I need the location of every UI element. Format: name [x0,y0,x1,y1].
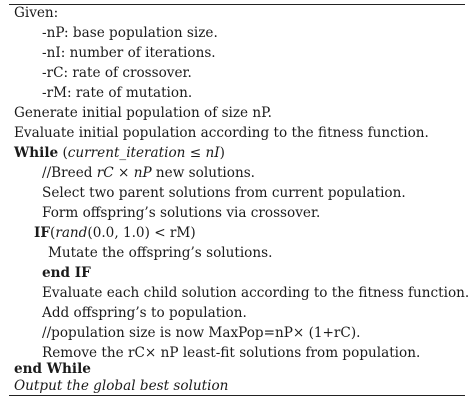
output-statement: Output the global best solution [14,378,229,394]
param-ni: -nI: number of iterations. [42,45,216,61]
given-label: Given: [14,5,59,21]
param-rc: -rC: rate of crossover. [42,65,192,81]
if-condition-open: ( [50,225,56,241]
while-condition-close: ) [219,145,225,161]
add-offspring: Add offspring’s to population. [42,305,247,321]
breed-suffix: new solutions. [151,165,255,181]
end-while: end While [14,361,91,377]
if-condition-rm: rM) [169,225,196,241]
breed-expression: rC × nP [96,165,152,181]
end-if: end IF [42,265,91,281]
while-header [14,145,225,161]
if-keyword: IF [34,225,51,241]
while-condition-limit: nI [205,145,220,161]
breed-prefix: //Breed [42,165,97,181]
while-condition-open: ( [62,145,68,161]
while-condition-op: ≤ [185,145,206,161]
while-keyword: While [14,145,59,161]
if-condition-rand: rand [55,225,88,241]
select-parents: Select two parent solutions from current population. [42,185,406,201]
bottom-rule [9,395,465,396]
if-header [34,225,196,241]
breed-comment [42,165,255,181]
evaluate-child: Evaluate each child solution according to the fitness function. [42,285,470,301]
param-np: -nP: base population size. [42,25,218,41]
mutate-offspring: Mutate the offspring’s solutions. [48,245,273,261]
param-rm: -rM: rate of mutation. [42,85,193,101]
evaluate-initial-population: Evaluate initial population according to the fitness function. [14,125,429,141]
if-condition-args: (0.0, 1.0) < [87,225,170,241]
top-rule [9,4,465,5]
form-offspring: Form offspring’s solutions via crossover. [42,205,321,221]
while-condition-var: current_iteration [67,145,186,161]
population-size-comment: //population size is now MaxPop=nP× (1+rC). [42,325,361,341]
remove-least-fit: Remove the rC× nP least-fit solutions from population. [42,345,421,361]
generate-initial-population: Generate initial population of size nP. [14,105,272,121]
